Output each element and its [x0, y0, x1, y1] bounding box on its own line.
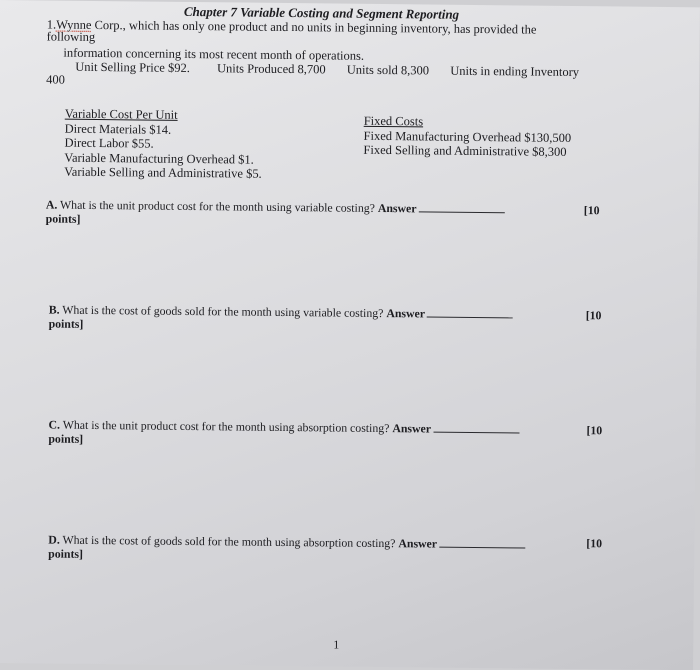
points-close: points] [48, 316, 84, 331]
points-close: points] [45, 211, 81, 226]
question-label: B. [48, 302, 60, 317]
operations-facts [75, 60, 579, 80]
variable-cost-item: Direct Labor $55. [64, 135, 154, 151]
question-text: What is the unit product cost for the month using variable costing? [60, 197, 375, 215]
question-text: What is the unit product cost for the month using absorption costing? [62, 417, 390, 436]
question-a [45, 197, 600, 230]
question-text: What is the cost of goods sold for the month using absorption costing? [62, 532, 396, 551]
question-b [48, 302, 602, 336]
intro-line-3: information concerning its most recent month of operations. [63, 45, 365, 63]
company-name: Wynne [56, 17, 92, 32]
answer-blank[interactable] [439, 538, 525, 549]
answer-blank[interactable] [433, 423, 519, 434]
variable-cost-item: Direct Materials $14. [64, 121, 172, 137]
points-open: [10 [586, 536, 603, 551]
page-title: Chapter 7 Variable Costing and Segment Reporting [183, 3, 460, 22]
answer-label: Answer [377, 200, 417, 216]
variable-cost-item: Variable Selling and Administrative $5. [64, 164, 262, 181]
fixed-costs-block [363, 114, 571, 160]
points-close: points] [48, 431, 84, 446]
fixed-costs-header: Fixed Costs [363, 113, 424, 129]
intro-line-1 [47, 17, 537, 37]
fixed-cost-item: Fixed Selling and Administrative $8,300 [363, 142, 567, 159]
question-d [48, 532, 603, 566]
points-open: [10 [585, 308, 602, 323]
variable-costs-block [64, 107, 262, 182]
question-text: What is the cost of goods sold for the month using variable costing? [62, 302, 384, 321]
question-label: A. [45, 197, 58, 212]
units-produced: Units Produced 8,700 [216, 61, 326, 77]
question-label: C. [48, 417, 61, 432]
answer-label: Answer [392, 421, 432, 436]
answer-label: Answer [398, 536, 438, 551]
question-label: D. [48, 532, 60, 547]
intro-line-2: following [46, 29, 96, 44]
variable-cost-item: Variable Manufacturing Overhead $1. [64, 150, 254, 167]
points-open: [10 [583, 203, 600, 218]
units-sold: Units sold 8,300 [346, 62, 430, 78]
question-c [48, 417, 603, 451]
ending-inventory-value: 400 [46, 72, 65, 87]
answer-blank[interactable] [427, 307, 513, 318]
unit-selling-price: Unit Selling Price $92. [75, 59, 190, 75]
page-number: 1 [333, 637, 340, 652]
variable-costs-header: Variable Cost Per Unit [64, 106, 178, 122]
points-close: points] [48, 546, 84, 561]
units-ending-inventory: Units in ending Inventory [450, 63, 580, 80]
fixed-cost-item: Fixed Manufacturing Overhead $130,500 [363, 128, 572, 145]
problem-number: 1. [46, 17, 57, 32]
points-open: [10 [586, 423, 603, 438]
answer-label: Answer [386, 306, 426, 321]
intro-line-1-text: Corp., which has only one product and no units in beginning inventory, has provided the [91, 17, 537, 37]
answer-blank[interactable] [418, 202, 504, 213]
